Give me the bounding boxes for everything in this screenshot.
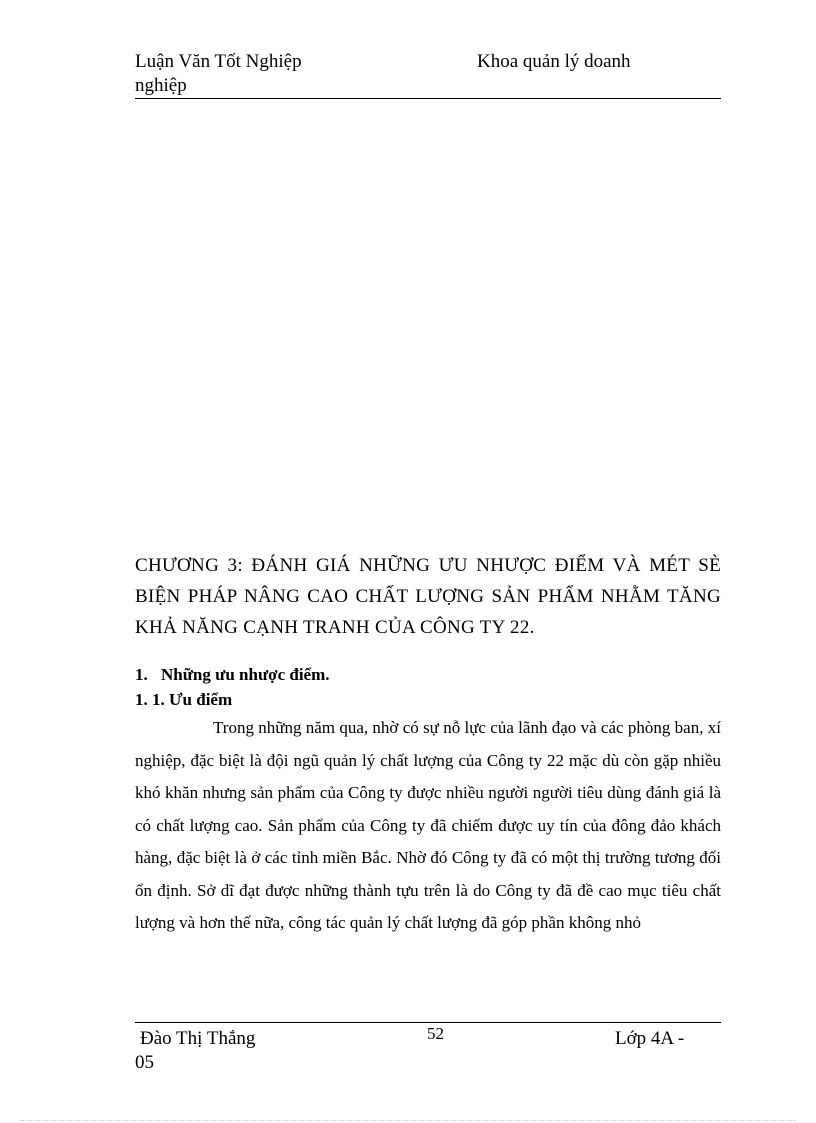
footer-author: Đào Thị Thắng	[140, 1028, 256, 1049]
subsection-heading: 1. 1. Ưu điểm	[135, 690, 233, 709]
page-number: 52	[427, 1024, 444, 1043]
header-thesis-title: Luận Văn Tốt Nghiệp	[135, 51, 302, 72]
page-bottom-edge	[20, 1120, 796, 1121]
section-title: Những ưu nhược điểm.	[161, 665, 330, 684]
header-divider	[135, 98, 721, 99]
footer-class-label: Lớp 4A -	[615, 1028, 685, 1049]
section-number: 1.	[135, 665, 148, 684]
footer-author-wrap: 05	[135, 1052, 154, 1073]
header-faculty-name-wrap: nghiệp	[135, 75, 187, 96]
body-paragraph: Trong những năm qua, nhờ có sự nỗ lực của lãnh đạo và các phòng ban, xí nghiệp, đặc biệt là đội ngũ quản lý chất lượng của Công ty 22 mặc dù còn gặp nhiều khó khăn nhưng sản phẩm của Công ty được nhiều người người tiêu dùng đánh giá là có chất lượng cao. Sản phẩm của Công ty đã chiếm được uy tín của đông đảo khách hàng, đặc biệt là ở các tỉnh miền Bắc. Nhờ đó Công ty đã có một thị trường tương đối ổn định. Sở dĩ đạt được những thành tựu trên là do Công ty đã đề cao mục tiêu chất lượng và hơn thế nữa, công tác quản lý chất lượng đã góp phần không nhỏ	[135, 718, 721, 932]
section-heading	[135, 663, 330, 687]
header-faculty-name: Khoa quản lý doanh	[477, 51, 631, 72]
chapter-title: CHƯƠNG 3: ĐÁNH GIÁ NHỮNG ƯU NHƯỢC ĐIỂM VÀ MÉT SÈ BIỆN PHÁP NÂNG CAO CHẤT LƯỢNG SẢN PHẨM NHẰM TĂNG KHẢ NĂNG CẠNH TRANH CỦA CÔNG TY 22.	[135, 555, 721, 638]
